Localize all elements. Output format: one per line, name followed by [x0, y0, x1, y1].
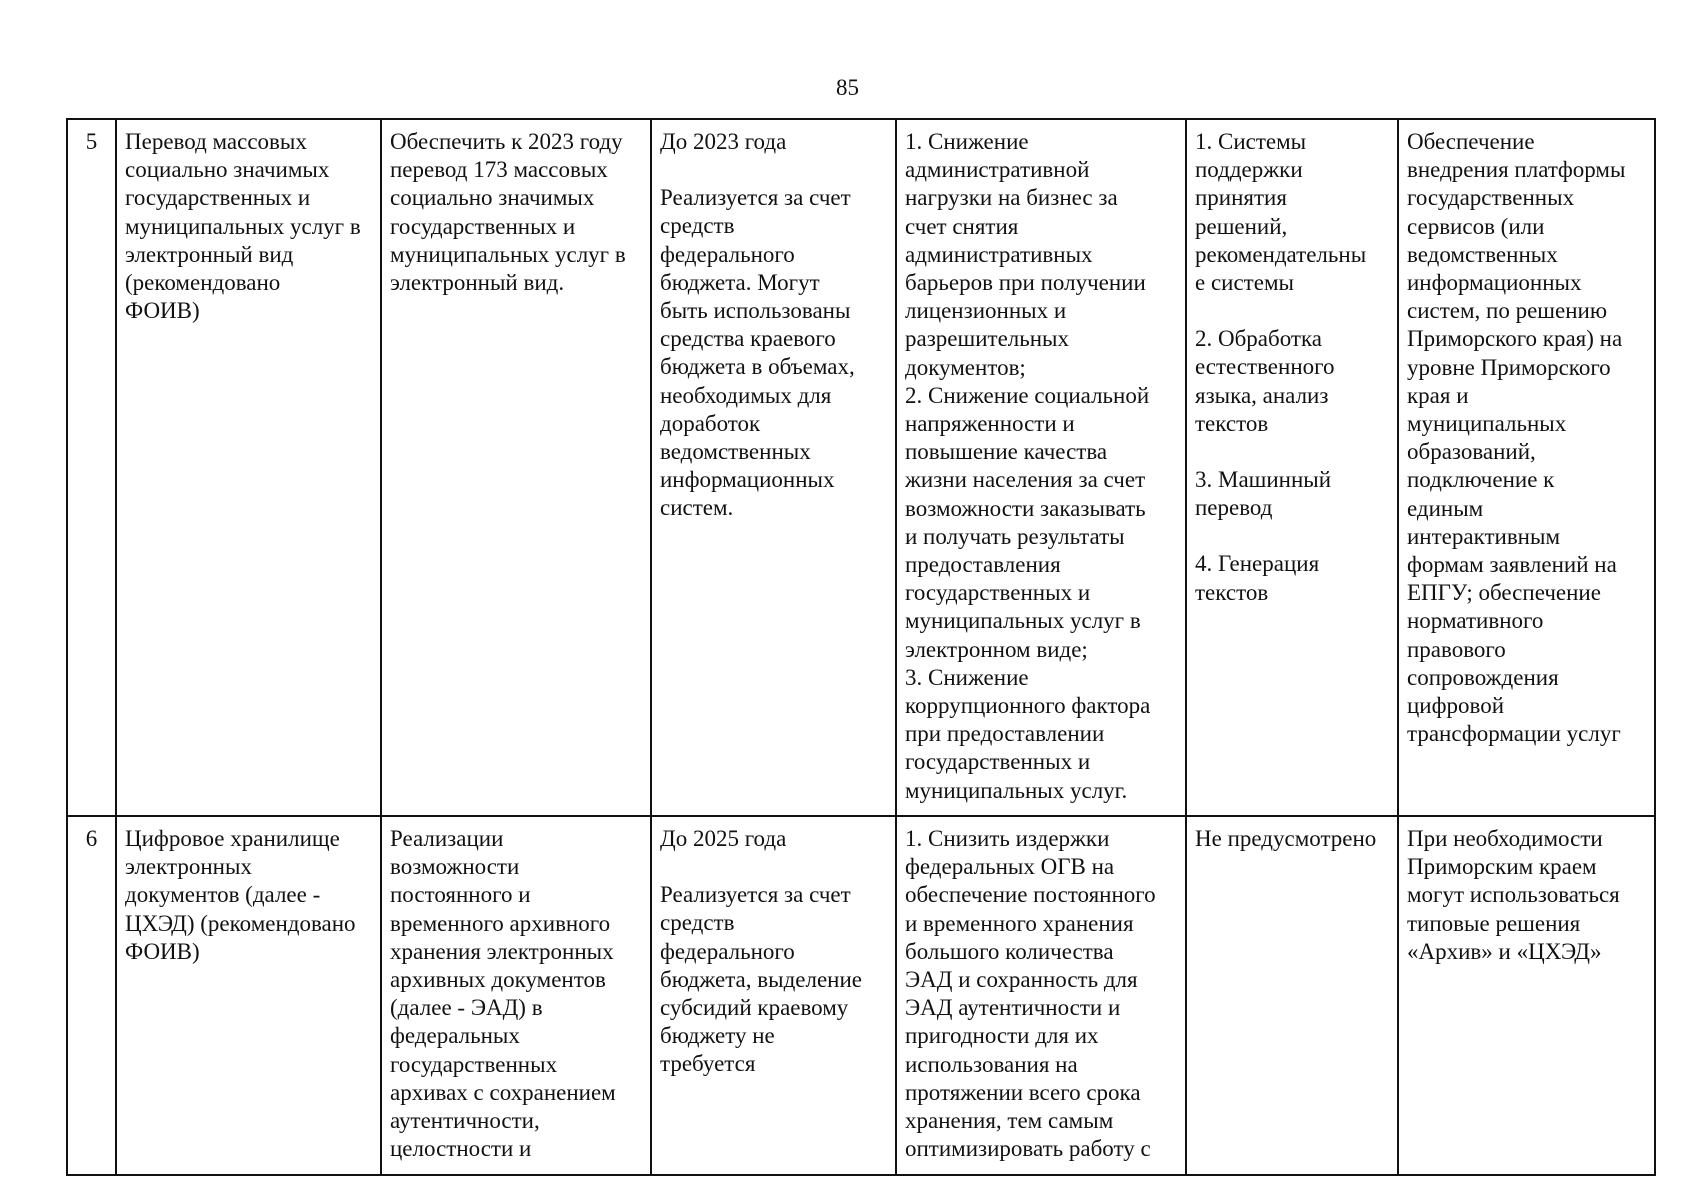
measure-name: Цифровое хранилище электронных документов (далее - ЦХЭД) (рекомендовано ФОИВ)	[125, 826, 356, 964]
table-row	[67, 119, 1655, 816]
technology-item: 4. Генерация текстов	[1195, 551, 1320, 605]
row-number-cell	[67, 816, 116, 1175]
goal-text: Реализации возможности постоянного и временного архивного хранения электронных архивных документов (далее - ЭАД) в федеральных государственных архивах с сохранением аутентичности, целостности и	[390, 826, 616, 1162]
effects-text: 1. Снижение административной нагрузки на бизнес за счет снятия административных барьеров при получении лицензионных и разрешительных документов; 2. Снижение социальной напряженности и повышение качества жизни населения за счет возможности заказывать и получать результаты предоставления государственных и муниципальных услуг в электронном виде; 3. Снижение коррупционного фактора при предоставлении государственных и муниципальных услуг.	[905, 129, 1151, 803]
measure-name-cell	[116, 119, 381, 816]
measure-name-cell	[116, 816, 381, 1175]
table-row	[67, 816, 1655, 1175]
funding-text: Реализуется за счет средств федерального бюджета, выделение субсидий краевому бюджету не требуется	[660, 882, 862, 1077]
row-number: 5	[85, 129, 98, 154]
technologies-cell	[1186, 816, 1398, 1175]
measures-table	[66, 118, 1656, 1176]
technology-item: 1. Системы поддержки принятия решений, рекомендательны е системы	[1195, 129, 1367, 296]
technology-item: Не предусмотрено	[1195, 826, 1377, 851]
term-funding-cell	[651, 816, 896, 1175]
note-cell	[1398, 816, 1655, 1175]
goal-cell	[381, 119, 651, 816]
funding-text: Реализуется за счет средств федерального бюджета. Могут быть использованы средства краевого бюджета в объемах, необходимых для доработок ведомственных информационных систем.	[660, 185, 855, 521]
row-number: 6	[85, 826, 98, 851]
note-cell	[1398, 119, 1655, 816]
note-text: Обеспечение внедрения платформы государственных сервисов (или ведомственных информационных систем, по решению Приморского края) на уровне Приморского края и муниципальных образований, подключение к единым интерактивным формам заявлений на ЕПГУ; обеспечение нормативного правового сопровождения цифровой трансформации услуг	[1407, 129, 1626, 747]
effects-cell	[896, 816, 1186, 1175]
term-text: До 2023 года	[660, 129, 787, 154]
row-number-cell	[67, 119, 116, 816]
effects-text: 1. Снизить издержки федеральных ОГВ на обеспечение постоянного и временного хранения большого количества ЭАД и сохранность для ЭАД аутентичности и пригодности для их использования на протяжении всего срока хранения, тем самым оптимизировать работу с	[905, 826, 1156, 1162]
page-number: 85	[836, 75, 859, 100]
term-funding-cell	[651, 119, 896, 816]
goal-text: Обеспечить к 2023 году перевод 173 массовых социально значимых государственных и муниципальных услуг в электронный вид.	[390, 129, 626, 296]
term-text: До 2025 года	[660, 826, 787, 851]
technologies-cell	[1186, 119, 1398, 816]
note-text: При необходимости Приморским краем могут использоваться типовые решения «Архив» и «ЦХЭД»	[1407, 826, 1620, 964]
goal-cell	[381, 816, 651, 1175]
effects-cell	[896, 119, 1186, 816]
technology-item: 3. Машинный перевод	[1195, 467, 1332, 521]
measure-name: Перевод массовых социально значимых государственных и муниципальных услуг в электронный вид (рекомендовано ФОИВ)	[125, 129, 361, 324]
technology-item: 2. Обработка естественного языка, анализ текстов	[1195, 326, 1335, 436]
